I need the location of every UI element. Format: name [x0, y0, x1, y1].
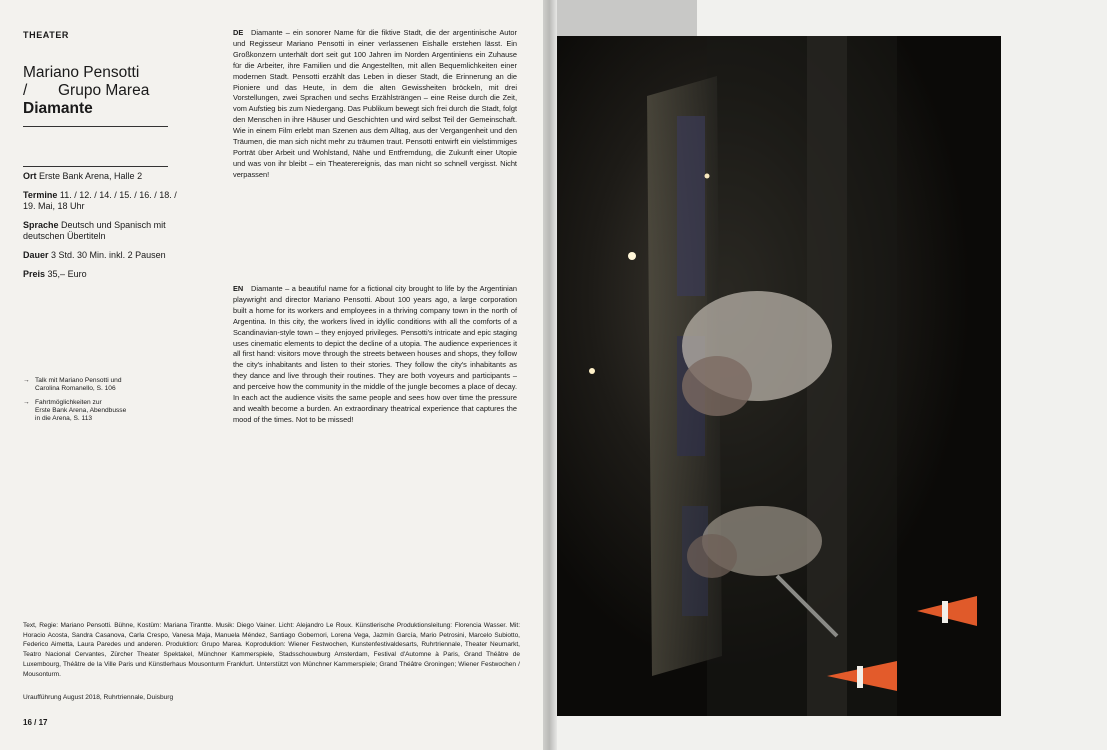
performer-figure — [687, 534, 737, 578]
left-page — [0, 0, 543, 750]
title-artist: Mariano Pensotti — [23, 64, 140, 81]
title-slash: / — [23, 82, 28, 99]
credits: Text, Regie: Mariano Pensotti. Bühne, Kostüm: Mariana Tirantte. Musik: Diego Vainer. Licht: Alejandro Le Roux. Künstlerische Produktionsleitung: Florencia Wasser. Mit: Horacio Acosta, Sandra Casanova, Carla Crespo, Vanesa Maja, Manuela Méndez, Santiago Gobernori, Lorena Vega, Jazmín García, Mario Petrosini, Marcelo Subiotto, Federico Aimetta, Laura Paredes und anderen. Produktion: Grupo Marea. Koproduktion: Wiener Festwochen, Kunstenfestivaldesarts, Ruhrtriennale, Theater Neumarkt, Teatro Nacional Cervantes, Zürcher Theater Spektakel, Münchner Kammerspiele, Stadsschouwburg Amsterdam, Festival d'Automne à Paris, Grand Théâtre de Luxembourg, Théâtre de la Ville Paris und Künstlerhaus Mousonturm Frankfurt. Unterstützt von Münchner Kammerspiele; Grand Théâtre Groningen; Wiener Festwochen / Mousonturm. — [23, 622, 520, 678]
right-page — [557, 0, 1107, 750]
fact-venue — [23, 171, 183, 183]
lead-mark: EN — [233, 284, 244, 293]
arrow-right-icon: → — [23, 399, 30, 407]
reference-text: Fahrtmöglichkeiten zur Erste Bank Arena, Abendbusse in die Arena, S. 113 — [35, 399, 127, 423]
fact-price — [23, 269, 183, 281]
street-light — [628, 252, 636, 260]
fact-key: Ort — [23, 171, 37, 181]
title-rule — [23, 126, 168, 127]
reference-talk[interactable] — [23, 377, 203, 393]
facts-rule — [23, 166, 168, 167]
fact-dates — [23, 190, 183, 213]
street-light — [589, 368, 595, 374]
fact-key: Preis — [23, 268, 46, 279]
reference-text: Talk mit Mariano Pensotti und Carolina Romanello, S. 106 — [35, 377, 122, 393]
body-text-english — [233, 284, 517, 426]
title-work: Diamante — [23, 100, 93, 117]
cross-references — [23, 377, 203, 429]
page-number: 16 / 17 — [23, 718, 48, 727]
fact-key: Sprache — [23, 219, 59, 230]
fact-value: 3 Std. 30 Min. inkl. 2 Pausen — [51, 249, 166, 260]
book-gutter — [543, 0, 557, 750]
facts — [23, 171, 183, 287]
header-band — [557, 0, 697, 36]
premiere-note: Uraufführung August 2018, Ruhrtriennale, Duisburg — [23, 694, 174, 701]
fact-duration — [23, 250, 183, 262]
fact-key: Termine — [23, 189, 58, 200]
body-text-german — [233, 28, 517, 181]
arrow-right-icon: → — [23, 377, 30, 384]
fact-value: 11. / 12. / 14. / 15. / 16. / 18. / 19. Mai, 18 Uhr — [23, 189, 177, 212]
fact-value: Deutsch und Spanisch mit deutschen Übertiteln — [23, 219, 166, 242]
street-light — [705, 174, 710, 179]
title-company-line — [23, 82, 223, 100]
fact-key: Dauer — [23, 249, 49, 260]
fact-language — [23, 220, 183, 243]
fact-value: 35,– Euro — [47, 268, 87, 279]
title-company: Grupo Marea — [58, 82, 150, 99]
section-label: THEATER — [23, 30, 70, 40]
body-english-text: Diamante – a beautiful name for a fictional city brought to life by the Argentinian playwright and director Mariano Pensotti. About 100 years ago, a large corporation built a home for its workers and employees in a thriving company town in the north of Argentina. In this city, the workers lived in idyllic conditions with all the comforts of a Scandinavian-style town – they enjoyed privileges. Pensotti's intricate and epic staging uses cinematic elements to depict the decline of a utopia. The audience experiences it all first hand: visitors move through the streets between houses and shops, they follow the city's inhabitants and listen to their stories. They follow the city's inhabitants as they dance and live through their routines. They are both voyeurs and participants – and perceive how the community in the middle of the jungle becomes a place of decay. In each act the audience visits the same people and sees how over time the pressure and wealth become a burden. An extraordinary theatrical experience that captures the mood of the times. Not to be missed! — [233, 284, 517, 424]
performer-figure — [682, 356, 752, 416]
lead-mark: DE — [233, 28, 244, 37]
blue-window — [677, 116, 705, 296]
headline — [23, 64, 223, 118]
fact-value: Erste Bank Arena, Halle 2 — [39, 171, 143, 181]
production-photo — [557, 36, 1001, 716]
reference-transport[interactable] — [23, 399, 203, 423]
body-german-text: Diamante – ein sonorer Name für die fiktive Stadt, die der argentinische Autor und Regisseur Mariano Pensotti in einer verlassenen Eishalle erstehen lässt. Ein Großkonzern unterhält dort seit gut 100 Jahren im Norden Argentiniens ein Zuhause für die Arbeiter, ihre Familien und die Angestellten, mit allen Bequemlichkeiten einer modernen Stadt. Pensotti erzählt das Leben in dieser Stadt, die Erinnerung an die Pioniere und das Heute, in dem die alten Gewissheiten bröckeln, mit drei Vorstellungen, zwei Sprachen und sechs Erzählsträngen – eine Reise durch die Zeit, vom Aufstieg bis zum Niedergang. Das Publikum bewegt sich frei durch die Stadt, folgt den Menschen in ihre Häuser und Geschichten und wird selbst Teil der Gemeinschaft. Wie in einem Film erlebt man Szenen aus dem Alltag, aus der Vergangenheit und den Träumen, die man sich nicht mehr zu träumen traut. Pensotti entwirft ein vielstimmiges Porträt über Arbeit und Wohlstand, Nähe und Entfremdung, die Zukunft einer Utopie und was von ihr bleibt – ein Theaterereignis, das man nicht so schnell vergisst. Nicht verpassen! — [233, 28, 517, 179]
